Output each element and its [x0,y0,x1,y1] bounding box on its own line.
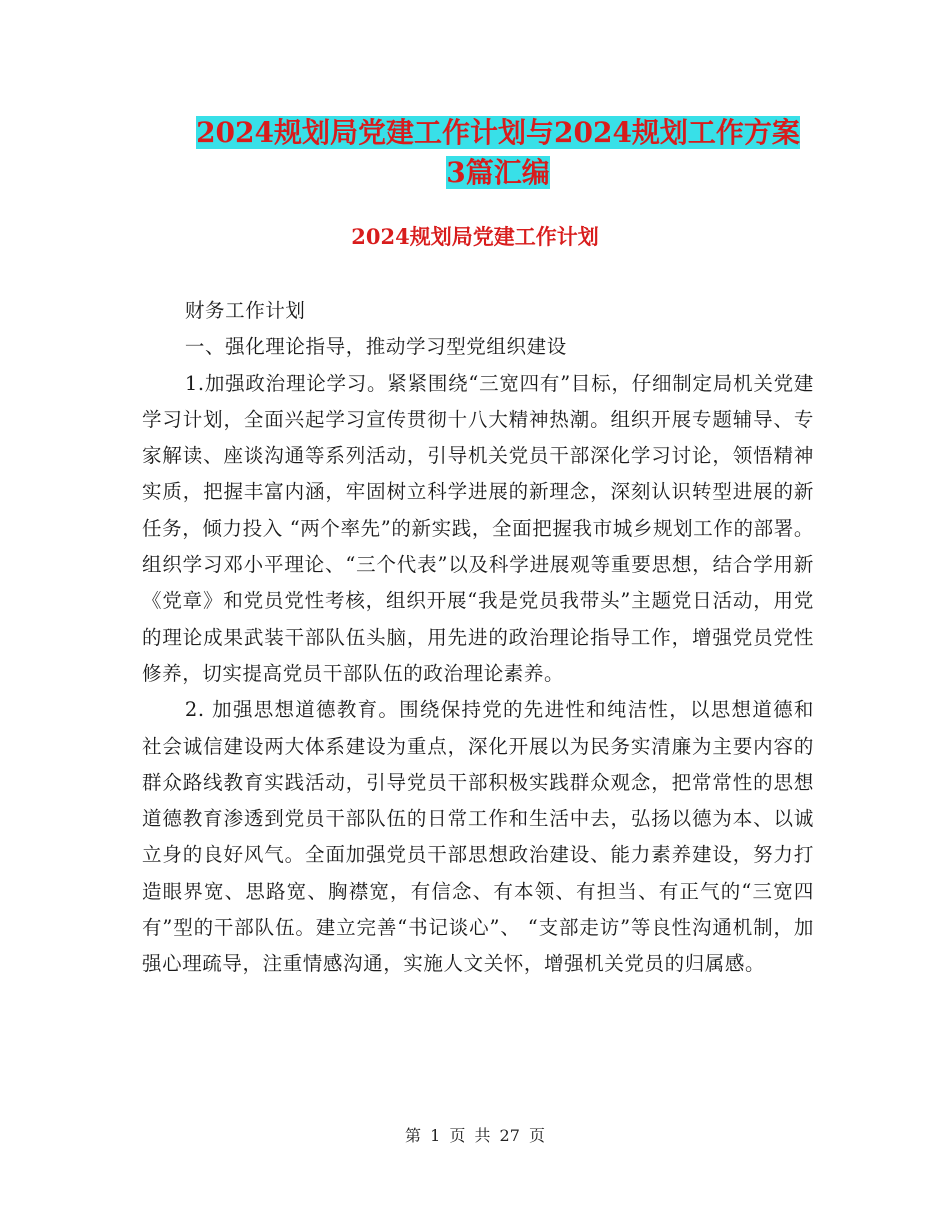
page-number-footer: 第 1 页 共 27 页 [405,1126,545,1145]
document-title-text: 2024规划局党建工作计划与2024规划工作方案3篇汇编 [196,116,800,189]
paragraph-heading-finance: 财务工作计划 [184,299,306,322]
paragraph-heading-section-one: 一、强化理论指导，推动学习型党组织建设 [184,335,567,359]
document-body [142,293,814,983]
paragraph-item-one: 1.加强政治理论学习。紧紧围绕“三宽四有”目标，仔细制定局机关党建学习计划，全面兴起学习宣传贯彻十八大精神热潮。组织开展专题辅导、专家解读、座谈沟通等系列活动，引导机关党员干部深化学习讨论，领悟精神实质，把握丰富内涵，牢固树立科学进展的新理念，深刻认识转型进展的新任务，倾力投入 “两个率先”的新实践，全面把握我市城乡规划工作的部署。组织学习邓小平理论、“三个代表”以及科学进展观等重要思想，结合学用新《党章》和党员党性考核，组织开展“我是党员我带头”主题党日活动，用党的理论成果武装干部队伍头脑，用先进的政治理论指导工作，增强党员党性修养，切实提高党员干部队伍的政治理论素养。 [142,371,814,685]
paragraph-item-two: 2. 加强思想道德教育。围绕保持党的先进性和纯洁性，以思想道德和社会诚信建设两大体系建设为重点，深化开展以为民务实清廉为主要内容的群众路线教育实践活动，引导党员干部积极实践群众观念，把常常性的思想道德教育渗透到党员干部队伍的日常工作和生活中去，弘扬以德为本、以诚立身的良好风气。全面加强党员干部思想政治建设、能力素养建设，努力打造眼界宽、思路宽、胸襟宽，有信念、有本领、有担当、有正气的“三宽四有”型的干部队伍。建立完善“书记谈心”、 “支部走访”等良性沟通机制，加强心理疏导，注重情感沟通，实施人文关怀，增强机关党员的归属感。 [142,698,814,976]
document-title [187,113,809,193]
section-title: 2024规划局党建工作计划 [351,224,599,249]
